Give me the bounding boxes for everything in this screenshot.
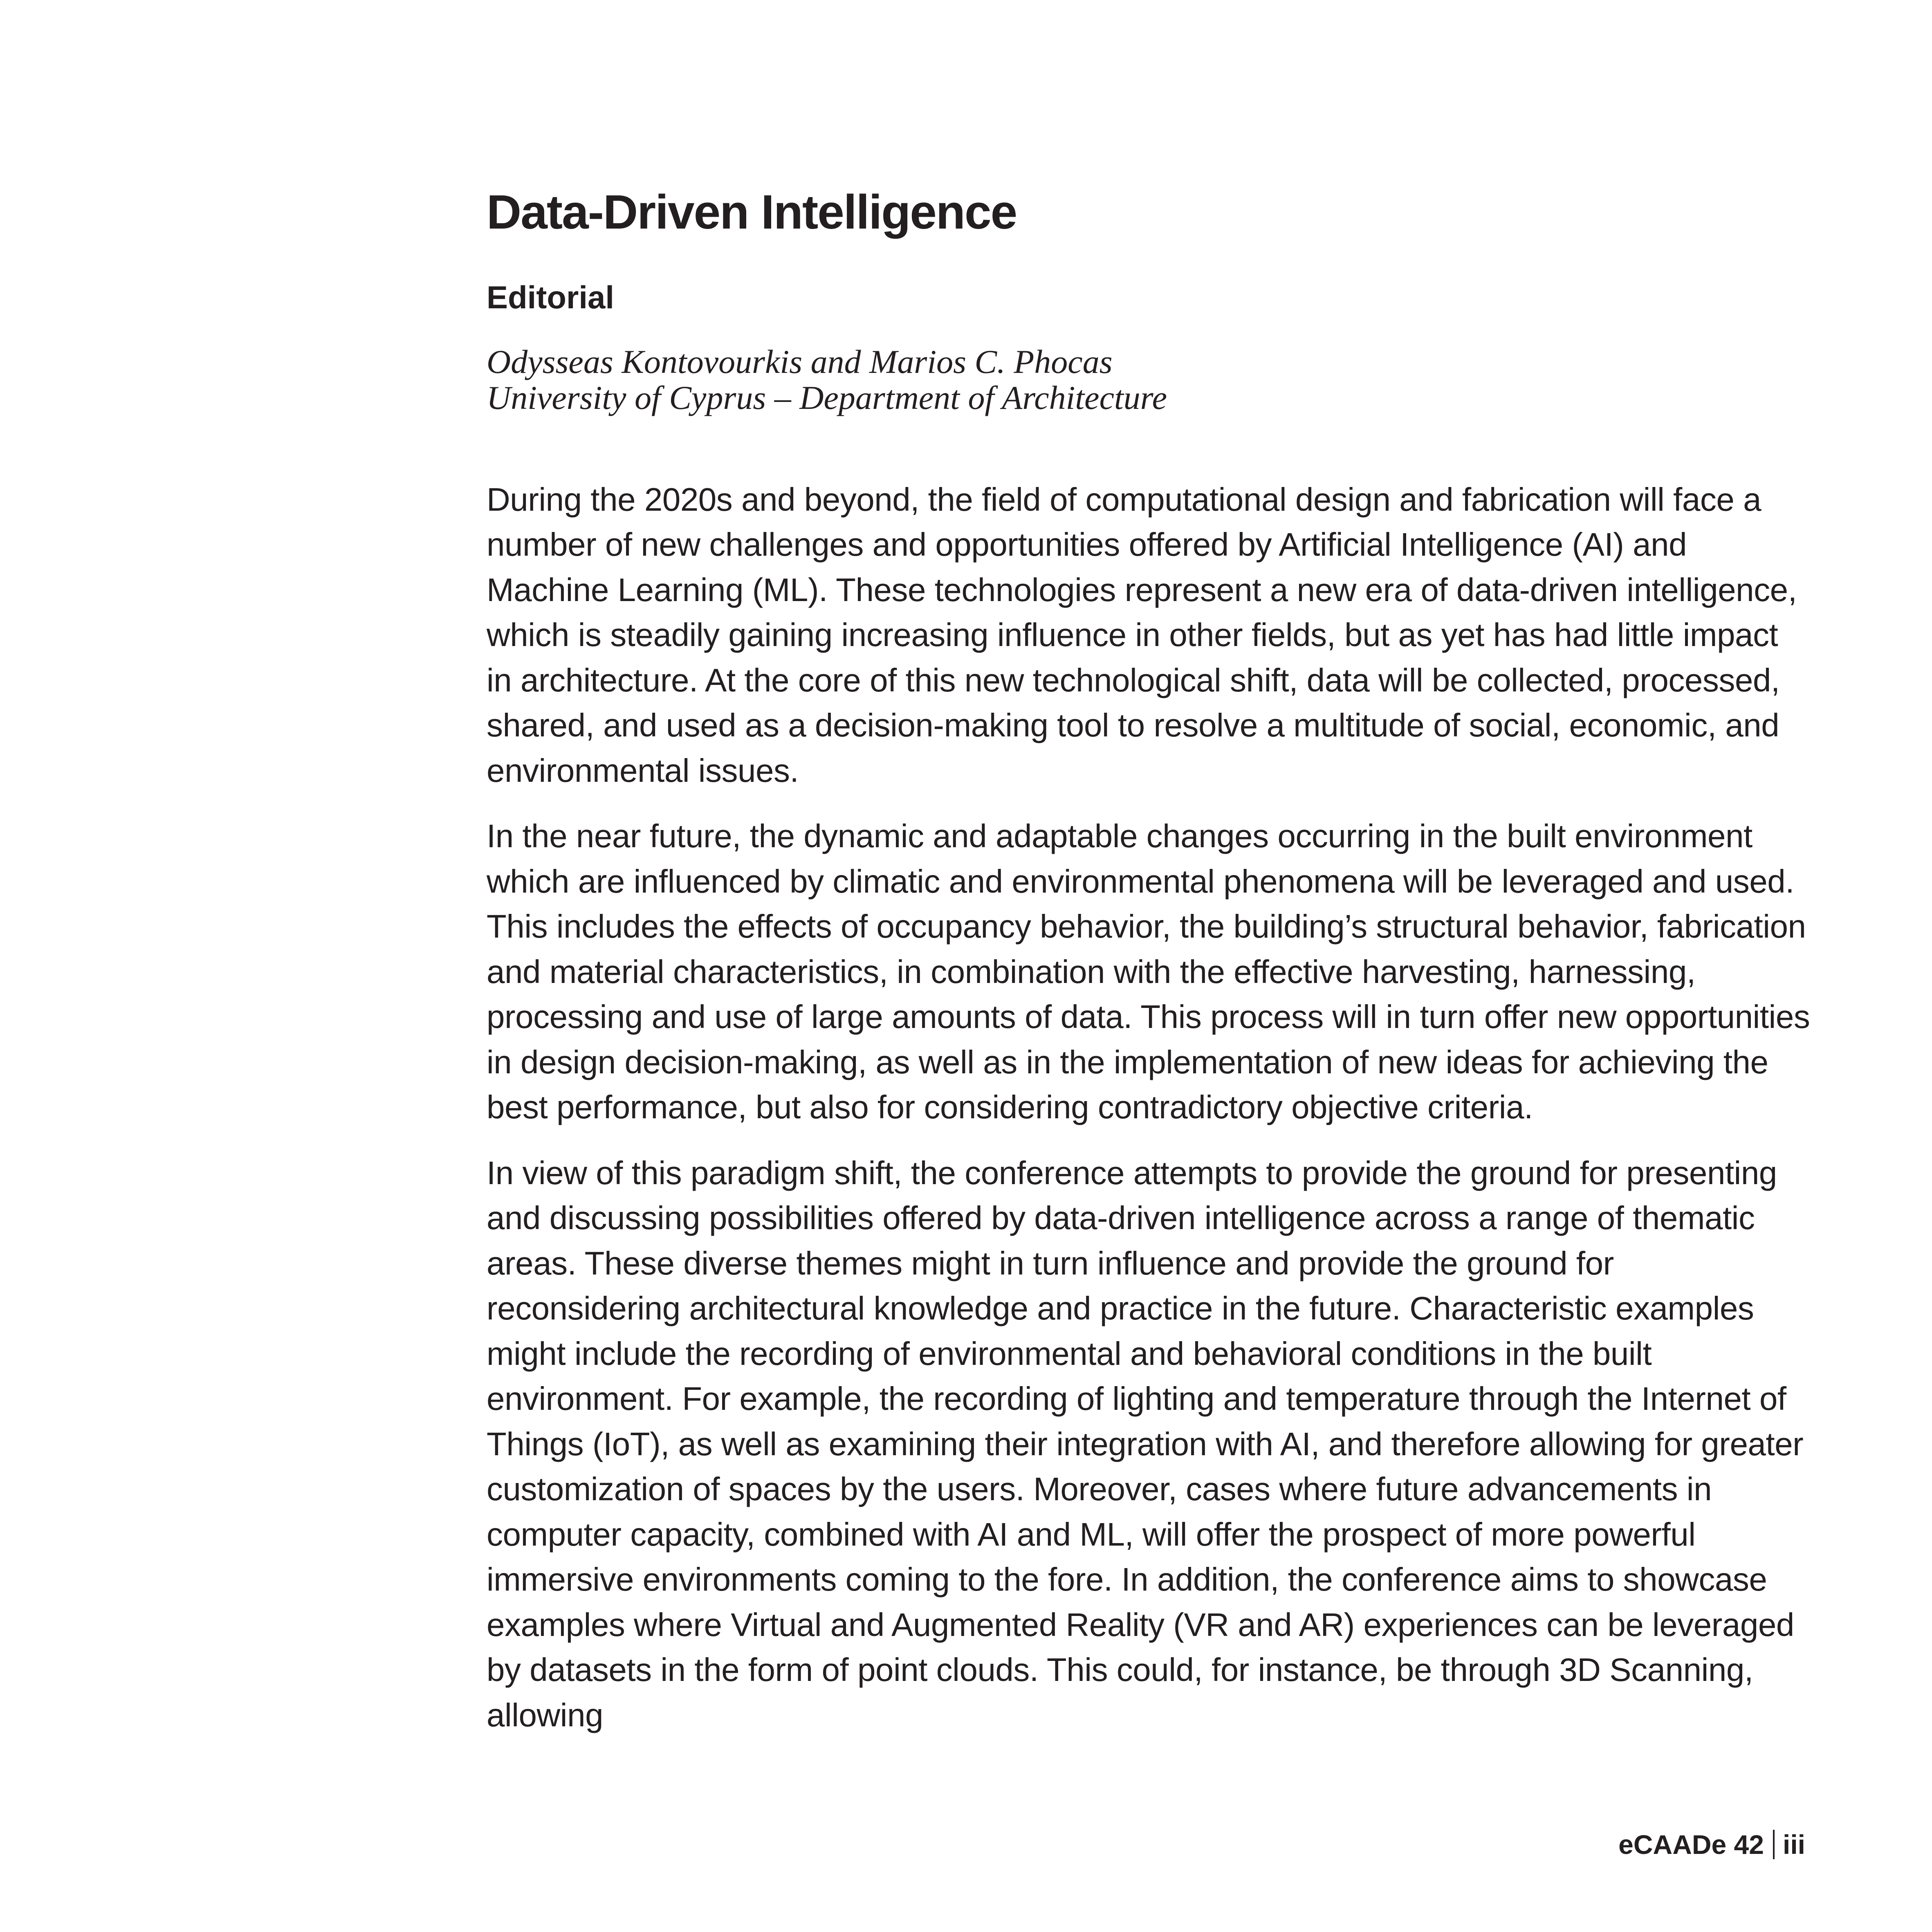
body-text (487, 477, 1811, 1738)
page-title: Data-Driven Intelligence (487, 185, 1017, 239)
authors: Odysseas Kontovourkis and Marios C. Phocas (487, 343, 1113, 380)
page-content (487, 186, 1811, 1758)
paragraph-2: In the near future, the dynamic and adaptable changes occurring in the built environment which are influenced by climatic and environmental phenomena will be leveraged and used. This includes the effects of occupancy behavior, the building’s structural behavior, fabrication and material characteristics, in combination with the effective harvesting, harnessing, processing and use of large amounts of data. This process will in turn offer new opportunities in design decision-making, as well as in the implementation of new ideas for achieving the best performance, but also for considering contradictory objective criteria. (487, 818, 1810, 1126)
paragraph-1: During the 2020s and beyond, the field of computational design and fabrication will face a number of new challenges and opportunities offered by Artificial Intelligence (AI) and Machine Learning (ML). These technologies represent a new era of data-driven intelligence, which is steadily gaining increasing influence in other fields, but as yet has had little impact in architecture. At the core of this new technological shift, data will be collected, processed, shared, and used as a decision-making tool to resolve a multitude of social, economic, and environmental issues. (487, 481, 1797, 789)
affiliation: University of Cyprus – Department of Architecture (487, 379, 1167, 416)
publication-name: eCAADe 42 (1618, 1829, 1764, 1860)
page-footer (1618, 1830, 1805, 1859)
section-label: Editorial (487, 279, 615, 315)
paragraph-3: In view of this paradigm shift, the conference attempts to provide the ground for presenting and discussing possibilities offered by data-driven intelligence across a range of thematic areas. These diverse themes might in turn influence and provide the ground for reconsidering architectural knowledge and practice in the future. Characteristic examples might include the recording of environmental and behavioral conditions in the built environment. For example, the recording of lighting and temperature through the Internet of Things (IoT), as well as examining their integration with AI, and therefore allowing for greater customization of spaces by the users. Moreover, cases where future advancements in computer capacity, combined with AI and ML, will offer the prospect of more powerful immersive environments coming to the fore. In addition, the conference aims to showcase examples where Virtual and Augmented Reality (VR and AR) experiences can be leveraged by datasets in the form of point clouds. This could, for instance, be through 3D Scanning, allowing (487, 1154, 1804, 1733)
byline (487, 344, 1811, 416)
page-number: iii (1782, 1829, 1805, 1860)
footer-divider (1773, 1830, 1775, 1859)
